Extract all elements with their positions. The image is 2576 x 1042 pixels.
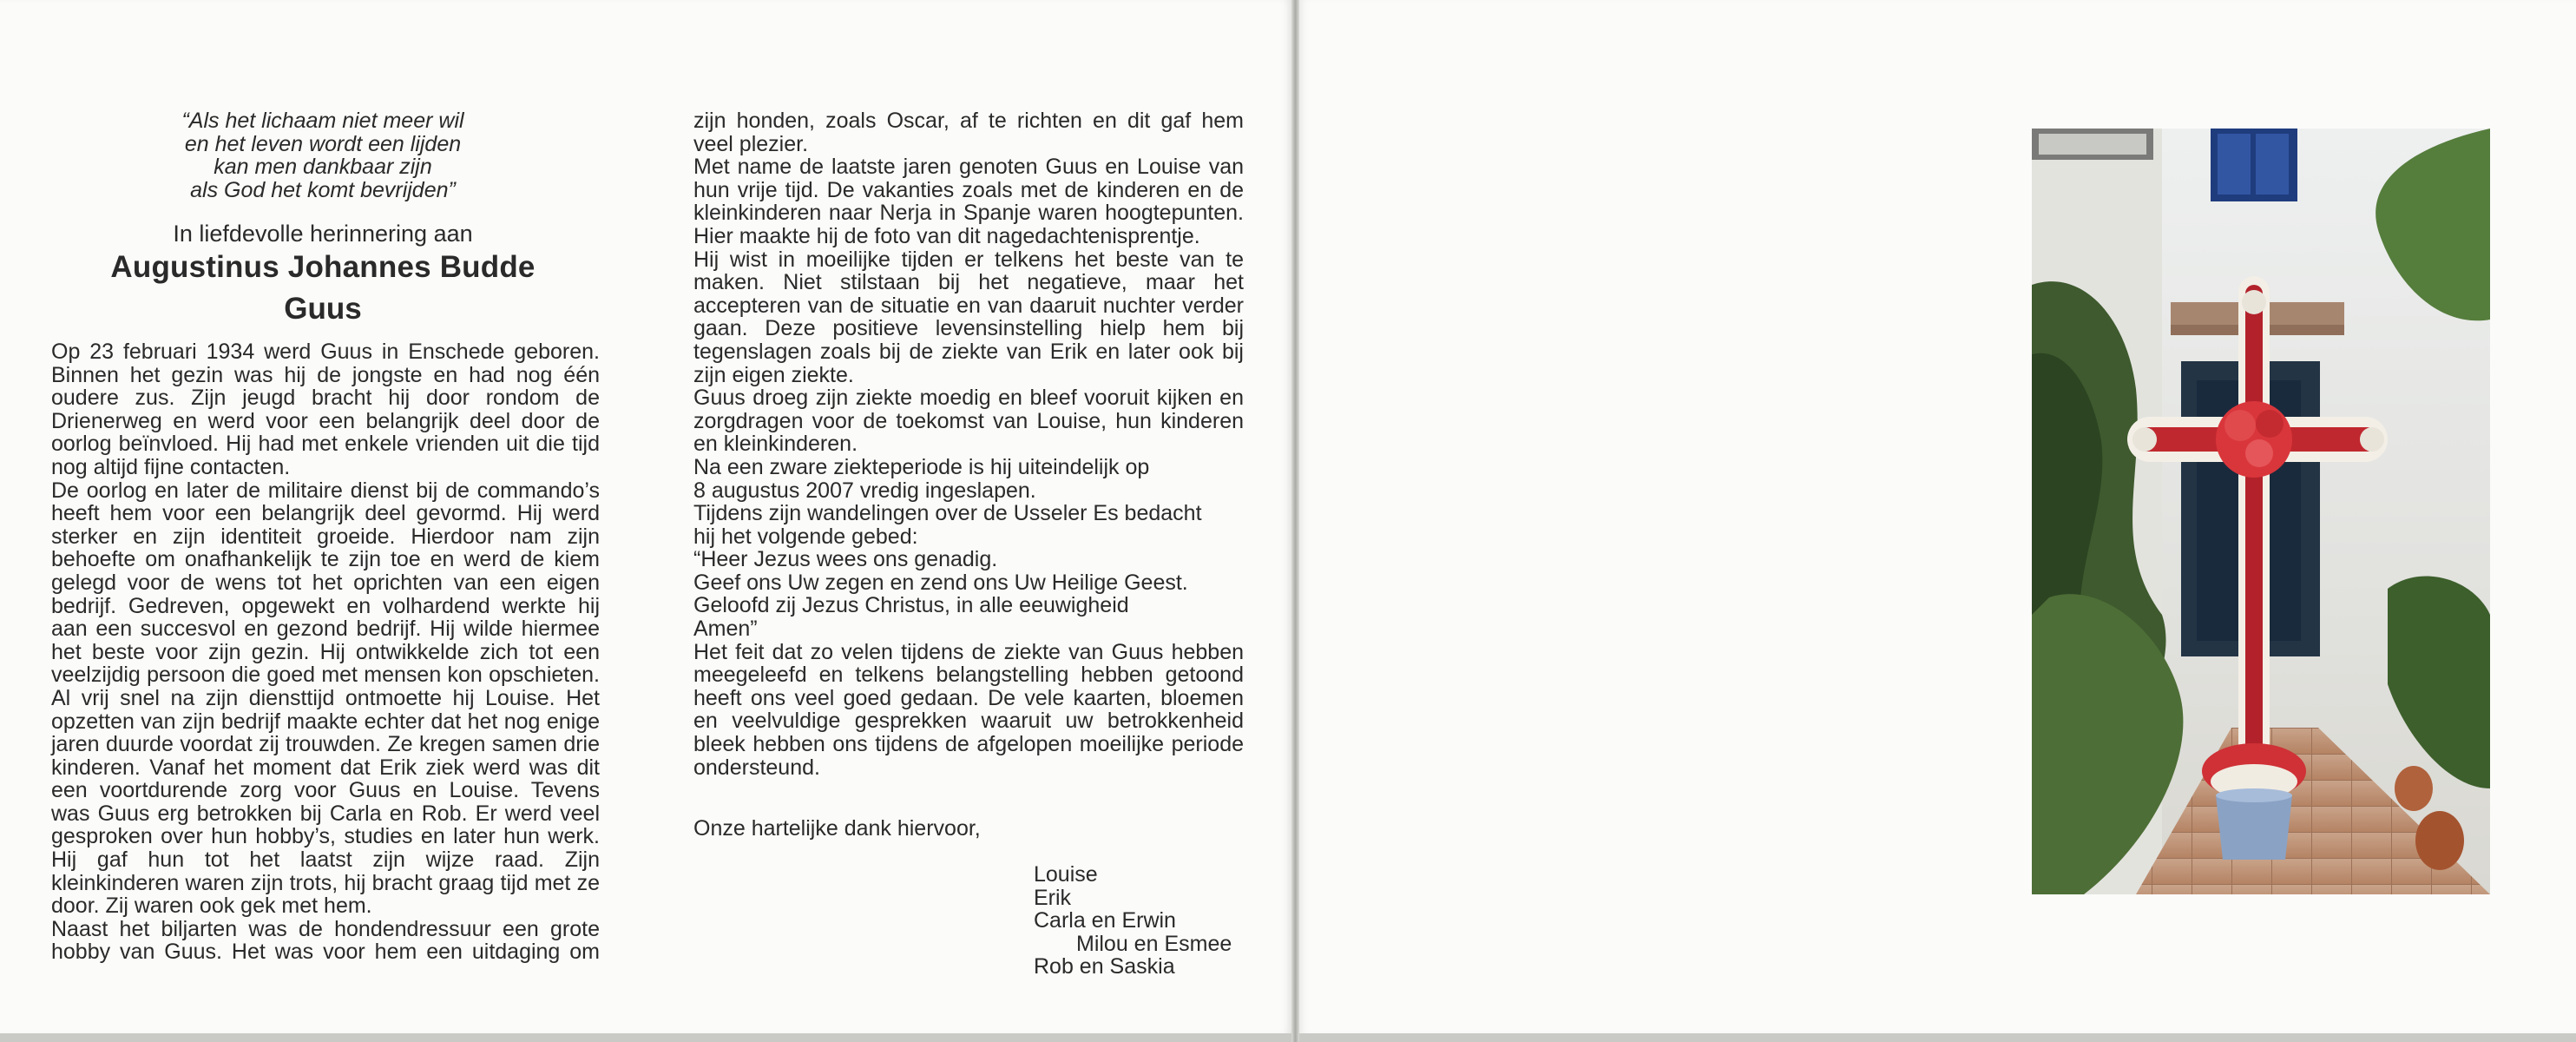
prayer-line: “Heer Jezus wees ons genadig. — [693, 547, 998, 572]
signature-name: Milou en Esmee — [1076, 931, 1232, 956]
prayer-line: Geloofd zij Jezus Christus, in alle eeuwigheid — [693, 593, 1129, 618]
signatures — [1034, 863, 1232, 979]
flower-cross-image — [2032, 129, 2490, 894]
quote-line: kan men dankbaar zijn — [214, 155, 432, 180]
text-line: 8 augustus 2007 vredig ingeslapen. — [693, 478, 1036, 503]
intro-line: In liefdevolle herinnering aan — [173, 221, 473, 247]
left-card-page — [0, 0, 1291, 1033]
deceased-nickname: Guus — [284, 292, 362, 326]
text-line: hij het volgende gebed: — [693, 524, 918, 549]
prayer-line: Geef ons Uw zegen en zend ons Uw Heilige Geest. — [693, 570, 1188, 595]
quote-line: “Als het lichaam niet meer wil — [181, 109, 464, 133]
biography-paragraph — [693, 456, 1244, 502]
biography-paragraph — [693, 502, 1244, 548]
memorial-quote — [97, 109, 549, 201]
biography-left-column — [51, 340, 600, 964]
signature-name: Louise — [1034, 862, 1098, 887]
biography-paragraph: Met name de laatste jaren genoten Guus en Louise van hun vrije tijd. De vakanties zoals met de kinderen en de kleinkinderen naar Nerja in Spanje waren hoogtepunten. Hier maakte hij de foto van dit nagedachtenisprentje. — [693, 155, 1244, 248]
quote-line: en het leven wordt een lijden — [184, 131, 462, 156]
signature-name: Carla en Erwin — [1034, 908, 1176, 933]
biography-paragraph: De oorlog en later de militaire dienst bij de commando’s heeft hem voor een belangrijk deel gevormd. Hij werd sterker en zijn identiteit groeide. Hierdoor nam zijn behoefte om onafhankelijk te zijn toe en werd de kiem gelegd voor de wens tot het oprichten van een eigen bedrijf. Gedreven, opgewekt en volhardend werkte hij aan een succesvol en gezond bedrijf. Hij wilde hiermee het beste voor zijn gezin. Hij ontwikkelde zich tot een veelzijdig persoon die goed met mensen kon opschieten. Al vrij snel na zijn diensttijd ontmoette hij Louise. Het opzetten van zijn bedrijf maakte echter dat het nog enige jaren duurde voordat zij trouwden. Ze kregen samen drie kinderen. Vanaf het moment dat Erik ziek werd was dit een voortdurende zorg voor Guus en Louise. Tevens was Guus erg betrokken bij Carla en Rob. Er werd veel gesproken over hun hobby’s, studies en later hun werk. Hij gaf hun tot het laatst zijn wijze raad. Zijn kleinkinderen waren zijn trots, hij bracht graag tijd met ze door. Zij waren ook gek met hem. — [51, 478, 600, 919]
biography-paragraph: zijn honden, zoals Oscar, af te richten en dit gaf hem veel plezier. — [693, 109, 1244, 156]
text-line: Na een zware ziekteperiode is hij uiteindelijk op — [693, 454, 1150, 479]
card-fold — [1291, 0, 1299, 1042]
biography-paragraph: Op 23 februari 1934 werd Guus in Enschede geboren. Binnen het gezin was hij de jongste en had nog één oudere zus. Zijn jeugd bracht hij door rondom de Drienerweg en werd voor een belangrijk deel door de oorlog beïnvloed. Hij had met enkele vrienden uit die tijd nog altijd fijne contacten. — [51, 340, 600, 479]
biography-paragraph: Het feit dat zo velen tijdens de ziekte van Guus hebben meegeleefd en telkens belangstelling hebben getoond heeft ons veel goed gedaan. De vele kaarten, bloemen en veelvuldige gesprekken waaruit uw betrokkenheid bleek hebben ons tijdens de afgelopen moeilijke periode ondersteund. — [693, 639, 1244, 780]
biography-right-column — [693, 109, 1244, 779]
prayer-line: Amen” — [693, 617, 758, 642]
signature-name: Erik — [1034, 885, 1072, 910]
flower-cross-photo — [2032, 129, 2490, 894]
prayer — [693, 548, 1244, 640]
biography-paragraph: Hij wist in moeilijke tijden er telkens het beste van te maken. Niet stilstaan bij het negatieve, maar het accepteren van de situatie en van daaruit nuchter verder gaan. Deze positieve levensinstelling hielp hem bij tegenslagen zoals bij de ziekte van Erik en later ook bij zijn eigen ziekte. — [693, 247, 1244, 387]
biography-paragraph: Naast het biljarten was de hondendressuur een grote hobby van Guus. Het was voor hem een uitdaging om — [51, 916, 600, 965]
signature-name: Rob en Saskia — [1034, 954, 1175, 979]
quote-line: als God het komt bevrijden” — [190, 177, 456, 202]
text-line: Tijdens zijn wandelingen over de Usseler Es bedacht — [693, 501, 1202, 526]
biography-paragraph: Guus droeg zijn ziekte moedig en bleef vooruit kijken en zorgdragen voor de toekomst van Louise, hun kinderen en kleinkinderen. — [693, 386, 1244, 457]
deceased-full-name: Augustinus Johannes Budde — [110, 250, 536, 284]
thanks-line: Onze hartelijke dank hiervoor, — [693, 816, 981, 841]
